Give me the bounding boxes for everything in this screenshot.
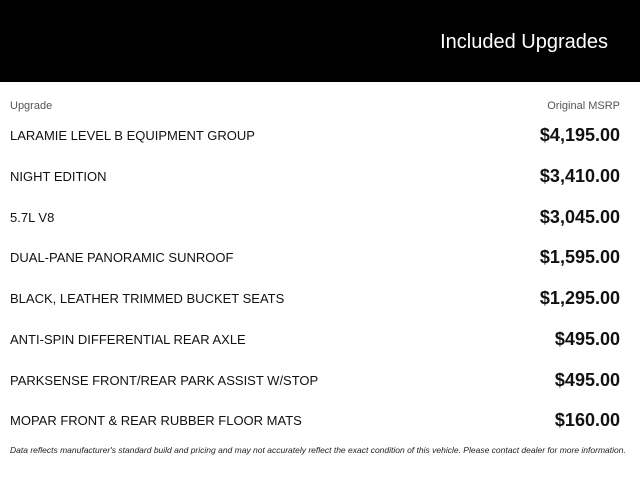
page-title: Included Upgrades <box>440 31 608 53</box>
upgrade-name: DUAL-PANE PANORAMIC SUNROOF <box>10 250 234 266</box>
upgrade-name: ANTI-SPIN DIFFERENTIAL REAR AXLE <box>10 331 246 347</box>
upgrade-name: MOPAR FRONT & REAR RUBBER FLOOR MATS <box>10 413 302 429</box>
upgrade-row <box>0 115 640 156</box>
column-header-upgrade: Upgrade <box>10 100 53 112</box>
disclaimer-text: Data reflects manufacturer's standard build and pricing and may not accurately reflect the exact condition of this vehicle. Please contact dealer for more information. <box>10 445 626 455</box>
upgrade-name: BLACK, LEATHER TRIMMED BUCKET SEATS <box>10 291 285 306</box>
upgrade-row <box>0 278 640 319</box>
upgrade-row <box>0 400 640 441</box>
column-header-msrp: Original MSRP <box>547 100 620 112</box>
header-bar <box>0 0 640 82</box>
upgrade-price: $495.00 <box>554 328 620 349</box>
upgrade-name: LARAMIE LEVEL B EQUIPMENT GROUP <box>10 128 255 143</box>
upgrade-price: $1,595.00 <box>539 247 620 268</box>
upgrade-price: $3,045.00 <box>539 206 620 227</box>
upgrade-price: $3,410.00 <box>539 165 620 186</box>
upgrade-row <box>0 156 640 197</box>
upgrade-name: NIGHT EDITION <box>10 168 107 184</box>
upgrade-price: $4,195.00 <box>539 125 620 145</box>
upgrade-row <box>0 237 640 278</box>
upgrade-name: 5.7L V8 <box>10 209 55 225</box>
upgrade-list <box>0 115 640 441</box>
upgrade-price: $160.00 <box>554 410 620 431</box>
upgrade-name: PARKSENSE FRONT/REAR PARK ASSIST W/STOP <box>10 372 319 388</box>
upgrade-row <box>0 197 640 238</box>
upgrade-price: $1,295.00 <box>539 288 620 308</box>
upgrade-row <box>0 319 640 360</box>
upgrade-row <box>0 360 640 401</box>
column-headers <box>0 99 640 113</box>
upgrade-price: $495.00 <box>554 369 620 390</box>
